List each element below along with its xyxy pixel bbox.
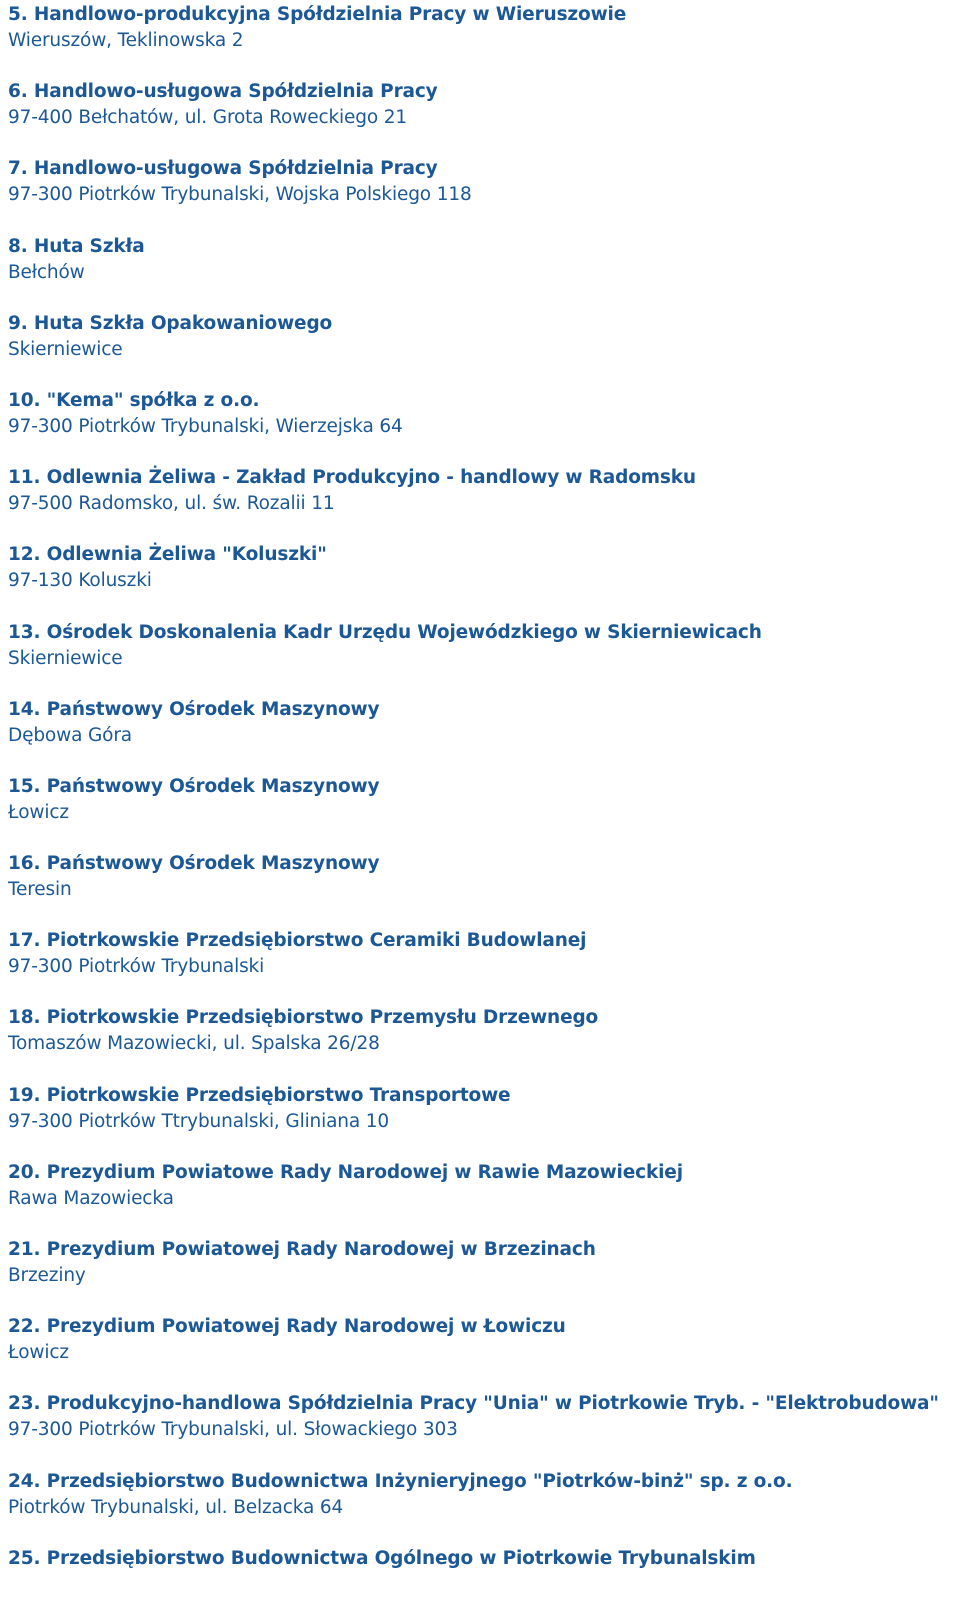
entry-address: 97-300 Piotrków Trybunalski, Wojska Polskiego 118 xyxy=(8,184,472,206)
list-item xyxy=(8,1083,956,1160)
entry-address: 97-500 Radomsko, ul. św. Rozalii 11 xyxy=(8,493,335,515)
entry-title: 17. Piotrkowskie Przedsiębiorstwo Ceramiki Budowlanej xyxy=(8,930,587,952)
entry-title: 22. Prezydium Powiatowej Rady Narodowej w Łowiczu xyxy=(8,1316,566,1338)
entry-address: Rawa Mazowiecka xyxy=(8,1187,174,1209)
entry-address: 97-130 Koluszki xyxy=(8,570,152,592)
entry-title: 23. Produkcyjno-handlowa Spółdzielnia Pracy "Unia" w Piotrkowie Tryb. - "Elektrobudowa" xyxy=(8,1393,939,1415)
entry-title: 6. Handlowo-usługowa Spółdzielnia Pracy xyxy=(8,81,438,103)
entry-title: 10. "Kema" spółka z o.o. xyxy=(8,389,260,411)
entry-title: 5. Handlowo-produkcyjna Spółdzielnia Pracy w Wieruszowie xyxy=(8,4,627,25)
entry-address: Łowicz xyxy=(8,1342,69,1364)
list-item xyxy=(8,2,956,79)
list-item xyxy=(8,1469,956,1546)
list-item xyxy=(8,1237,956,1314)
entry-address: Wieruszów, Teklinowska 2 xyxy=(8,30,244,51)
entry-address: Piotrków Trybunalski, ul. Belzacka 64 xyxy=(8,1496,344,1518)
entry-address: 97-300 Piotrków Ttrybunalski, Gliniana 10 xyxy=(8,1110,390,1132)
list-item xyxy=(8,1314,956,1391)
entry-address: Brzeziny xyxy=(8,1265,86,1286)
list-item xyxy=(8,1546,956,1623)
entry-address: Teresin xyxy=(8,879,72,901)
entry-title: 14. Państwowy Ośrodek Maszynowy xyxy=(8,698,380,720)
entry-address: Dębowa Góra xyxy=(8,724,132,746)
list-item xyxy=(8,1005,956,1082)
entry-title: 15. Państwowy Ośrodek Maszynowy xyxy=(8,775,380,797)
entry-title: 7. Handlowo-usługowa Spółdzielnia Pracy xyxy=(8,158,438,180)
entry-address: 97-300 Piotrków Trybunalski xyxy=(8,956,265,978)
list-item xyxy=(8,1160,956,1237)
entry-address: 97-300 Piotrków Trybunalski, Wierzejska 64 xyxy=(8,415,403,437)
entry-title: 16. Państwowy Ośrodek Maszynowy xyxy=(8,853,380,875)
entry-title: 11. Odlewnia Żeliwa - Zakład Produkcyjno - handlowy w Radomsku xyxy=(8,467,696,489)
entry-title: 13. Ośrodek Doskonalenia Kadr Urzędu Wojewódzkiego w Skierniewicach xyxy=(8,621,762,643)
list-item xyxy=(8,79,956,156)
entry-title: 9. Huta Szkła Opakowaniowego xyxy=(8,312,333,334)
entry-address: Skierniewice xyxy=(8,338,123,360)
entry-title: 20. Prezydium Powiatowe Rady Narodowej w Rawie Mazowieckiej xyxy=(8,1161,683,1183)
entry-address: Łowicz xyxy=(8,801,69,823)
entry-title: 21. Prezydium Powiatowej Rady Narodowej w Brzezinach xyxy=(8,1239,596,1260)
entry-title: 19. Piotrkowskie Przedsiębiorstwo Transportowe xyxy=(8,1084,511,1106)
list-item xyxy=(8,1391,956,1468)
list-item xyxy=(8,388,956,465)
entry-address: Skierniewice xyxy=(8,647,123,669)
list-item xyxy=(8,542,956,619)
entry-title: 25. Przedsiębiorstwo Budownictwa Ogólnego w Piotrkowie Trybunalskim xyxy=(8,1547,756,1569)
list-item xyxy=(8,465,956,542)
list-item xyxy=(8,156,956,233)
entry-title: 8. Huta Szkła xyxy=(8,235,145,257)
list-item xyxy=(8,774,956,851)
list-item xyxy=(8,697,956,774)
list-item xyxy=(8,234,956,311)
list-item xyxy=(8,620,956,697)
entry-title: 24. Przedsiębiorstwo Budownictwa Inżynieryjnego "Piotrków-binż" sp. z o.o. xyxy=(8,1470,793,1492)
list-item xyxy=(8,928,956,1005)
entry-address: Tomaszów Mazowiecki, ul. Spalska 26/28 xyxy=(8,1033,380,1055)
institution-list xyxy=(8,2,956,1623)
entry-address: Bełchów xyxy=(8,261,85,283)
entry-title: 12. Odlewnia Żeliwa "Koluszki" xyxy=(8,544,327,566)
entry-address: 97-300 Piotrków Trybunalski, ul. Słowackiego 303 xyxy=(8,1419,458,1441)
entry-address: 97-400 Bełchatów, ul. Grota Roweckiego 21 xyxy=(8,107,407,129)
list-item xyxy=(8,311,956,388)
entry-title: 18. Piotrkowskie Przedsiębiorstwo Przemysłu Drzewnego xyxy=(8,1007,599,1029)
list-item xyxy=(8,851,956,928)
